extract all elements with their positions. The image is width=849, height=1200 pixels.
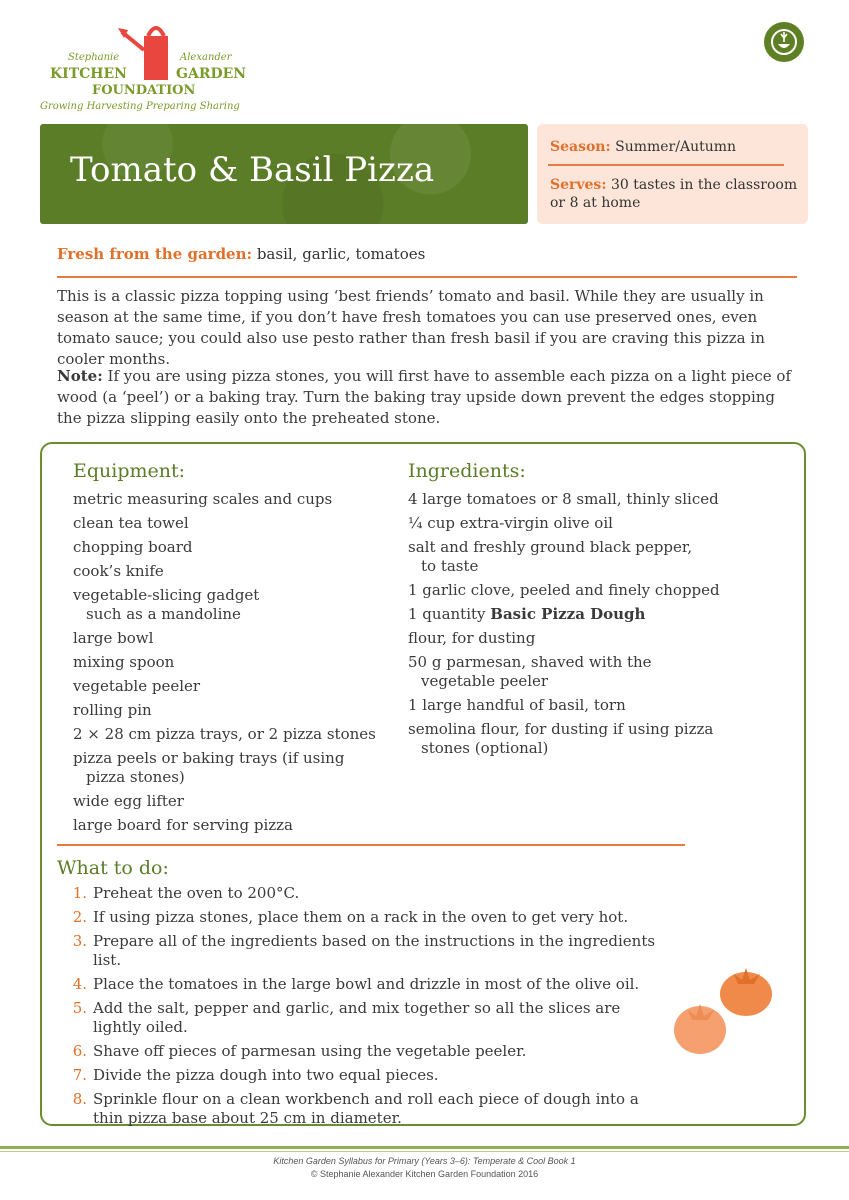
step-text: Place the tomatoes in the large bowl and drizzle in most of the olive oil. (93, 975, 640, 993)
fresh-label: Fresh from the garden: (57, 245, 253, 263)
step-text: Shave off pieces of parmesan using the vegetable peeler. (93, 1042, 527, 1060)
equipment-item-text: clean tea towel (73, 514, 189, 532)
step-text: Divide the pizza dough into two equal pieces. (93, 1066, 439, 1084)
ingredients-list (408, 490, 738, 763)
equipment-item (73, 653, 383, 672)
season-label: Season: (550, 139, 611, 155)
step-number: 3. (72, 932, 87, 950)
ingredient-item-continuation: vegetable peeler (421, 672, 549, 690)
equipment-item-text: large bowl (73, 629, 154, 647)
step-item (57, 884, 657, 903)
equipment-item-text: chopping board (73, 538, 193, 556)
ingredients-heading: Ingredients: (408, 460, 526, 482)
equipment-item-continuation: such as a mandoline (86, 605, 241, 623)
ingredient-item-continuation: to taste (421, 557, 479, 575)
equipment-item (73, 629, 383, 648)
footer-copyright: © Stephanie Alexander Kitchen Garden Foundation 2016 (310, 1169, 539, 1179)
ingredient-item (408, 514, 738, 533)
steps-heading: What to do: (57, 857, 169, 879)
steps-list (57, 884, 657, 1133)
ingredient-item-text: 1 quantity (408, 605, 491, 623)
steps-divider (57, 844, 685, 846)
ingredient-item (408, 490, 738, 509)
ingredient-item-text: semolina flour, for dusting if using pizza (408, 720, 714, 738)
note-paragraph (57, 366, 797, 429)
ingredient-item (408, 629, 738, 648)
equipment-item-text: pizza peels or baking trays (if using (73, 749, 345, 767)
equipment-item (73, 538, 383, 557)
step-number: 8. (72, 1090, 87, 1108)
step-item (57, 1090, 657, 1128)
ingredient-item (408, 538, 738, 576)
equipment-list (73, 490, 383, 840)
fresh-divider (57, 276, 797, 278)
equipment-item (73, 725, 383, 744)
logo-garden: GARDEN (176, 66, 247, 82)
intro-paragraph: This is a classic pizza topping using ‘best friends’ tomato and basil. While they are usually in season at the same time, if you don’t have fresh tomatoes you can use preserved ones, even tomato sauce; you could also use pesto rather than fresh basil if you are craving this pizza in cooler months. (57, 287, 765, 368)
foundation-logo (40, 20, 270, 120)
equipment-item-text: metric measuring scales and cups (73, 490, 333, 508)
note-text: If you are using pizza stones, you will first have to assemble each pizza on a light piece of wood (a ‘peel’) or a baking tray. Turn the baking tray upside down prevent the edges stopping the pizza slipping easily onto the preheated stone. (57, 367, 792, 427)
step-text: Add the salt, pepper and garlic, and mix together so all the slices are lightly oiled. (93, 999, 621, 1036)
step-item (57, 1066, 657, 1085)
ingredient-item-text: 1 large handful of basil, torn (408, 696, 626, 714)
serves-value: 30 tastes in the classroom or 8 at home (550, 177, 798, 211)
equipment-item-text: cook’s knife (73, 562, 164, 580)
step-number: 7. (72, 1066, 87, 1084)
ingredient-item-text: ¼ cup extra-virgin olive oil (408, 514, 613, 532)
equipment-item-text: large board for serving pizza (73, 816, 293, 834)
equipment-item-text: vegetable-slicing gadget (73, 586, 260, 604)
ingredient-item (408, 720, 738, 758)
equipment-item-continuation: pizza stones) (86, 768, 185, 786)
season-value: Summer/Autumn (615, 139, 737, 155)
step-number: 1. (72, 884, 87, 902)
garden-badge-icon (764, 22, 804, 62)
ingredient-item-text: 1 garlic clove, peeled and finely chopped (408, 581, 720, 599)
ingredient-item-continuation: stones (optional) (421, 739, 549, 757)
step-number: 6. (72, 1042, 87, 1060)
ingredient-item-text: salt and freshly ground black pepper, (408, 538, 693, 556)
ingredient-item (408, 696, 738, 715)
step-text: Preheat the oven to 200°C. (93, 884, 300, 902)
ingredient-item (408, 653, 738, 691)
step-text: Prepare all of the ingredients based on the instructions in the ingredients list. (93, 932, 656, 969)
note-label: Note: (57, 367, 103, 385)
fresh-from-garden (57, 245, 425, 263)
ingredient-item-text: 4 large tomatoes or 8 small, thinly sliced (408, 490, 719, 508)
equipment-item (73, 514, 383, 533)
step-number: 5. (72, 999, 87, 1017)
equipment-item (73, 677, 383, 696)
season-info (550, 139, 736, 155)
equipment-item (73, 562, 383, 581)
equipment-item (73, 701, 383, 720)
step-item (57, 999, 657, 1037)
step-text: If using pizza stones, place them on a rack in the oven to get very hot. (93, 908, 629, 926)
equipment-item-text: mixing spoon (73, 653, 175, 671)
logo-tagline: Growing Harvesting Preparing Sharing (40, 101, 240, 112)
season-divider (548, 164, 784, 166)
serves-label: Serves: (550, 177, 607, 193)
ingredient-item-bold: Basic Pizza Dough (490, 605, 646, 623)
equipment-item (73, 749, 383, 787)
footer-rule (0, 1146, 849, 1149)
step-number: 4. (72, 975, 87, 993)
fresh-value: basil, garlic, tomatoes (256, 245, 426, 263)
logo-foundation: FOUNDATION (92, 83, 196, 98)
logo-kitchen: KITCHEN (50, 66, 127, 82)
logo-stephanie: Stephanie (68, 52, 120, 63)
logo-alexander: Alexander (180, 52, 232, 63)
equipment-item-text: rolling pin (73, 701, 152, 719)
step-item (57, 975, 657, 994)
step-item (57, 908, 657, 927)
equipment-item (73, 586, 383, 624)
ingredient-item-text: flour, for dusting (408, 629, 536, 647)
footer-rule-thin (0, 1151, 849, 1152)
footer-book-title: Kitchen Garden Syllabus for Primary (Years 3–6): Temperate & Cool Book 1 (273, 1156, 576, 1166)
equipment-item (73, 816, 383, 835)
step-text: Sprinkle flour on a clean workbench and roll each piece of dough into a thin pizza base about 25 cm in diameter. (93, 1090, 639, 1127)
tomatoes-illustration-icon (668, 962, 778, 1062)
recipe-title: Tomato & Basil Pizza (70, 150, 435, 190)
ingredient-item (408, 605, 738, 624)
equipment-item (73, 490, 383, 509)
equipment-heading: Equipment: (73, 460, 186, 482)
equipment-item-text: 2 × 28 cm pizza trays, or 2 pizza stones (73, 725, 376, 743)
ingredient-item-text: 50 g parmesan, shaved with the (408, 653, 652, 671)
ingredient-item (408, 581, 738, 600)
step-number: 2. (72, 908, 87, 926)
serves-info (550, 176, 800, 212)
step-item (57, 932, 657, 970)
equipment-item-text: wide egg lifter (73, 792, 184, 810)
equipment-item (73, 792, 383, 811)
equipment-item-text: vegetable peeler (73, 677, 201, 695)
step-item (57, 1042, 657, 1061)
